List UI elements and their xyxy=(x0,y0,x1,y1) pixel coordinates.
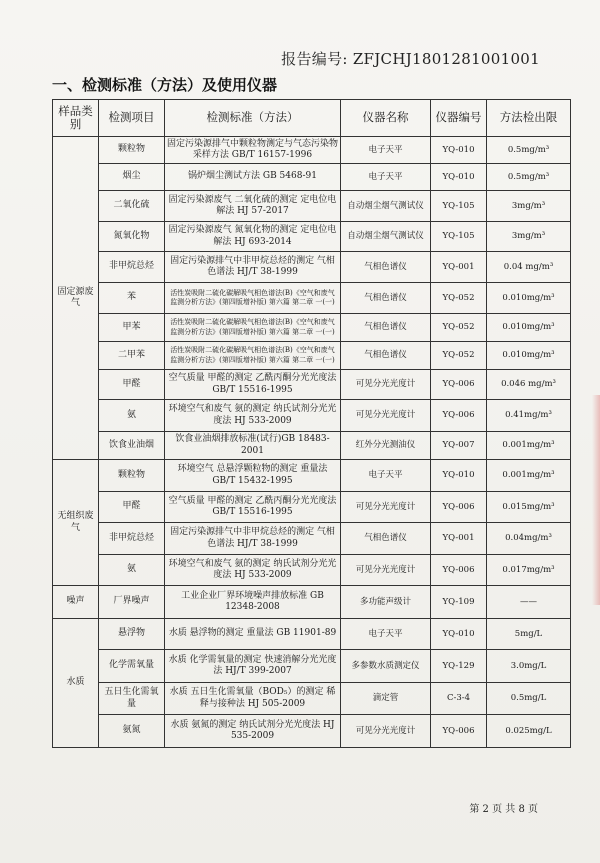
col-header-category: 样品类别 xyxy=(53,100,99,137)
instrument-name-cell: 自动烟尘烟气测试仪 xyxy=(341,191,431,222)
standard-method-cell: 环境空气 总悬浮颗粒物的测定 重量法 GB/T 15432-1995 xyxy=(165,460,341,492)
instrument-code-cell: YQ-006 xyxy=(431,492,487,523)
instrument-name-cell: 可见分光光度计 xyxy=(341,555,431,586)
table-row xyxy=(53,342,571,370)
test-item-cell: 颗粒物 xyxy=(99,137,165,164)
test-item-cell: 甲醛 xyxy=(99,370,165,400)
col-header-item: 检测项目 xyxy=(99,100,165,137)
instrument-name-cell: 气相色谱仪 xyxy=(341,314,431,342)
instrument-name-cell: 多功能声级计 xyxy=(341,586,431,619)
standard-method-cell: 水质 悬浮物的测定 重量法 GB 11901-89 xyxy=(165,619,341,650)
test-item-cell: 甲苯 xyxy=(99,314,165,342)
instrument-code-cell: YQ-006 xyxy=(431,555,487,586)
instrument-code-cell: YQ-105 xyxy=(431,222,487,252)
test-item-cell: 非甲烷总烃 xyxy=(99,252,165,283)
test-item-cell: 烟尘 xyxy=(99,164,165,191)
instrument-code-cell: YQ-129 xyxy=(431,650,487,683)
instrument-code-cell: YQ-006 xyxy=(431,370,487,400)
table-row xyxy=(53,460,571,492)
standard-method-cell: 活性炭吸附二硫化碳解吸气相色谱法(B)《空气和废气监测分析方法》(第四版增补版) 第六篇 第二章 一(一) xyxy=(165,342,341,370)
test-item-cell: 苯 xyxy=(99,283,165,314)
detection-limit-cell: 0.046 mg/m³ xyxy=(487,370,571,400)
test-item-cell: 二氧化硫 xyxy=(99,191,165,222)
instrument-code-cell: YQ-001 xyxy=(431,252,487,283)
instrument-name-cell: 电子天平 xyxy=(341,460,431,492)
detection-limit-cell: 3.0mg/L xyxy=(487,650,571,683)
table-row xyxy=(53,314,571,342)
page-number: 第 2 页 共 8 页 xyxy=(469,804,538,815)
col-header-limit: 方法检出限 xyxy=(487,100,571,137)
test-item-cell: 五日生化需氧量 xyxy=(99,683,165,715)
test-item-cell: 氮氧化物 xyxy=(99,222,165,252)
detection-limit-cell: 0.5mg/L xyxy=(487,683,571,715)
instrument-name-cell: 电子天平 xyxy=(341,164,431,191)
detection-limit-cell: 0.025mg/L xyxy=(487,715,571,748)
standard-method-cell: 固定污染源排气中颗粒物测定与气态污染物采样方法 GB/T 16157-1996 xyxy=(165,137,341,164)
seal-edge-mark xyxy=(592,395,600,605)
table-row xyxy=(53,370,571,400)
table-row xyxy=(53,191,571,222)
test-item-cell: 氨 xyxy=(99,555,165,586)
instrument-name-cell: 红外分光测油仪 xyxy=(341,432,431,460)
standards-table xyxy=(52,99,571,748)
instrument-code-cell: YQ-105 xyxy=(431,191,487,222)
table-row xyxy=(53,252,571,283)
test-item-cell: 悬浮物 xyxy=(99,619,165,650)
detection-limit-cell: 0.5mg/m³ xyxy=(487,164,571,191)
instrument-name-cell: 可见分光光度计 xyxy=(341,370,431,400)
standard-method-cell: 水质 氨氮的测定 纳氏试剂分光光度法 HJ 535-2009 xyxy=(165,715,341,748)
detection-limit-cell: 0.015mg/m³ xyxy=(487,492,571,523)
standard-method-cell: 锅炉烟尘测试方法 GB 5468-91 xyxy=(165,164,341,191)
instrument-name-cell: 电子天平 xyxy=(341,137,431,164)
test-item-cell: 颗粒物 xyxy=(99,460,165,492)
instrument-name-cell: 可见分光光度计 xyxy=(341,400,431,432)
table-row xyxy=(53,492,571,523)
table-body xyxy=(53,137,571,748)
instrument-code-cell: YQ-052 xyxy=(431,283,487,314)
test-item-cell: 甲醛 xyxy=(99,492,165,523)
instrument-name-cell: 可见分光光度计 xyxy=(341,492,431,523)
sample-category-cell: 无组织废气 xyxy=(53,460,99,586)
instrument-code-cell: YQ-109 xyxy=(431,586,487,619)
report-number-label: 报告编号: xyxy=(281,50,348,68)
detection-limit-cell: 0.017mg/m³ xyxy=(487,555,571,586)
test-item-cell: 氨氮 xyxy=(99,715,165,748)
standard-method-cell: 空气质量 甲醛的测定 乙酰丙酮分光光度法 GB/T 15516-1995 xyxy=(165,492,341,523)
standard-method-cell: 水质 五日生化需氧量（BOD₅）的测定 稀释与接种法 HJ 505-2009 xyxy=(165,683,341,715)
table-row xyxy=(53,400,571,432)
standard-method-cell: 水质 化学需氧量的测定 快速消解分光光度法 HJ/T 399-2007 xyxy=(165,650,341,683)
standard-method-cell: 固定污染源废气 氮氧化物的测定 定电位电解法 HJ 693-2014 xyxy=(165,222,341,252)
col-header-code: 仪器编号 xyxy=(431,100,487,137)
detection-limit-cell: 3mg/m³ xyxy=(487,222,571,252)
detection-limit-cell: —— xyxy=(487,586,571,619)
table-row xyxy=(53,164,571,191)
col-header-standard: 检测标准（方法） xyxy=(165,100,341,137)
table-row xyxy=(53,432,571,460)
detection-limit-cell: 5mg/L xyxy=(487,619,571,650)
instrument-code-cell: YQ-007 xyxy=(431,432,487,460)
instrument-name-cell: 气相色谱仪 xyxy=(341,252,431,283)
table-row xyxy=(53,715,571,748)
standard-method-cell: 工业企业厂界环境噪声排放标准 GB 12348-2008 xyxy=(165,586,341,619)
sample-category-cell: 噪声 xyxy=(53,586,99,619)
instrument-code-cell: YQ-010 xyxy=(431,137,487,164)
detection-limit-cell: 0.001mg/m³ xyxy=(487,432,571,460)
instrument-code-cell: YQ-006 xyxy=(431,400,487,432)
table-row xyxy=(53,586,571,619)
standard-method-cell: 环境空气和废气 氨的测定 纳氏试剂分光光度法 HJ 533-2009 xyxy=(165,555,341,586)
instrument-code-cell: YQ-052 xyxy=(431,342,487,370)
table-row xyxy=(53,137,571,164)
test-item-cell: 厂界噪声 xyxy=(99,586,165,619)
detection-limit-cell: 0.010mg/m³ xyxy=(487,342,571,370)
detection-limit-cell: 3mg/m³ xyxy=(487,191,571,222)
detection-limit-cell: 0.04 mg/m³ xyxy=(487,252,571,283)
test-item-cell: 化学需氧量 xyxy=(99,650,165,683)
standard-method-cell: 活性炭吸附二硫化碳解吸气相色谱法(B)《空气和废气监测分析方法》(第四版增补版) 第六篇 第二章 一(一) xyxy=(165,283,341,314)
standard-method-cell: 固定污染源排气中非甲烷总烃的测定 气相色谱法 HJ/T 38-1999 xyxy=(165,523,341,555)
instrument-name-cell: 多参数水质测定仪 xyxy=(341,650,431,683)
instrument-name-cell: 气相色谱仪 xyxy=(341,523,431,555)
standard-method-cell: 固定污染源废气 二氧化硫的测定 定电位电解法 HJ 57-2017 xyxy=(165,191,341,222)
standard-method-cell: 饮食业油烟排放标准(试行)GB 18483-2001 xyxy=(165,432,341,460)
instrument-name-cell: 滴定管 xyxy=(341,683,431,715)
test-item-cell: 氨 xyxy=(99,400,165,432)
table-row xyxy=(53,683,571,715)
detection-limit-cell: 0.41mg/m³ xyxy=(487,400,571,432)
instrument-name-cell: 可见分光光度计 xyxy=(341,715,431,748)
report-number xyxy=(281,48,540,69)
instrument-name-cell: 自动烟尘烟气测试仪 xyxy=(341,222,431,252)
table-row xyxy=(53,222,571,252)
test-item-cell: 二甲苯 xyxy=(99,342,165,370)
instrument-code-cell: YQ-052 xyxy=(431,314,487,342)
instrument-code-cell: YQ-010 xyxy=(431,460,487,492)
report-number-value: ZFJCHJ1801281001001 xyxy=(352,50,540,68)
table-row xyxy=(53,523,571,555)
detection-limit-cell: 0.010mg/m³ xyxy=(487,283,571,314)
detection-limit-cell: 0.010mg/m³ xyxy=(487,314,571,342)
instrument-code-cell: YQ-010 xyxy=(431,619,487,650)
instrument-code-cell: YQ-001 xyxy=(431,523,487,555)
table-header-row xyxy=(53,100,571,137)
table-row xyxy=(53,555,571,586)
detection-limit-cell: 0.5mg/m³ xyxy=(487,137,571,164)
detection-limit-cell: 0.001mg/m³ xyxy=(487,460,571,492)
instrument-name-cell: 气相色谱仪 xyxy=(341,342,431,370)
standard-method-cell: 环境空气和废气 氨的测定 纳氏试剂分光光度法 HJ 533-2009 xyxy=(165,400,341,432)
standard-method-cell: 活性炭吸附二硫化碳解吸气相色谱法(B)《空气和废气监测分析方法》(第四版增补版) 第六篇 第二章 一(一) xyxy=(165,314,341,342)
table-row xyxy=(53,283,571,314)
test-item-cell: 非甲烷总烃 xyxy=(99,523,165,555)
instrument-name-cell: 气相色谱仪 xyxy=(341,283,431,314)
instrument-code-cell: C-3-4 xyxy=(431,683,487,715)
standard-method-cell: 固定污染源排气中非甲烷总烃的测定 气相色谱法 HJ/T 38-1999 xyxy=(165,252,341,283)
section-title: 一、检测标准（方法）及使用仪器 xyxy=(52,76,278,94)
col-header-instrument: 仪器名称 xyxy=(341,100,431,137)
detection-limit-cell: 0.04mg/m³ xyxy=(487,523,571,555)
table-row xyxy=(53,619,571,650)
sample-category-cell: 水质 xyxy=(53,619,99,748)
instrument-code-cell: YQ-006 xyxy=(431,715,487,748)
instrument-code-cell: YQ-010 xyxy=(431,164,487,191)
sample-category-cell: 固定源废气 xyxy=(53,137,99,460)
table-row xyxy=(53,650,571,683)
instrument-name-cell: 电子天平 xyxy=(341,619,431,650)
standard-method-cell: 空气质量 甲醛的测定 乙酰丙酮分光光度法 GB/T 15516-1995 xyxy=(165,370,341,400)
test-item-cell: 饮食业油烟 xyxy=(99,432,165,460)
